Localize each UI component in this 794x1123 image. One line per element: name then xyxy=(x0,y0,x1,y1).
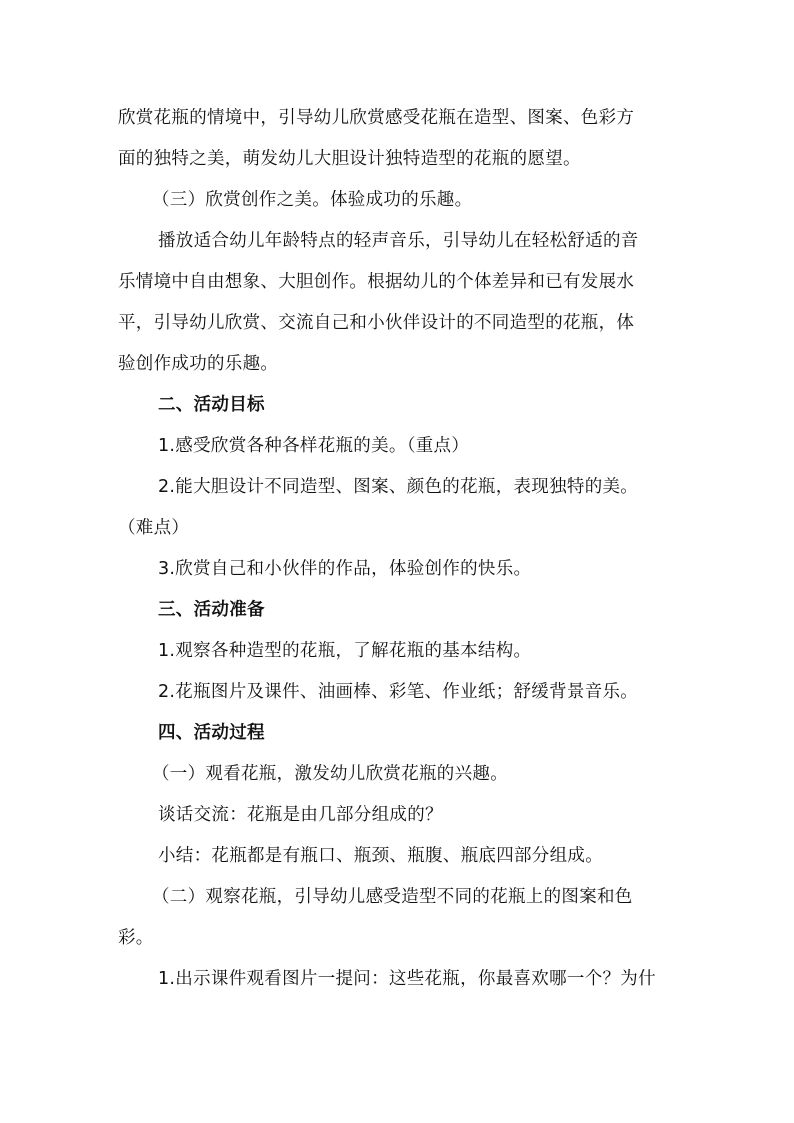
list-item-continuation: （难点） xyxy=(118,518,190,538)
paragraph-line: 验创作成功的乐趣。 xyxy=(118,354,279,374)
subsection-heading: （一）观看花瓶，激发幼儿欣赏花瓶的兴趣。 xyxy=(152,764,508,784)
paragraph-line: 乐情境中自由想象、大胆创作。根据幼儿的个体差异和已有发展水 xyxy=(118,272,635,292)
list-item: 1.感受欣赏各种各样花瓶的美。（重点） xyxy=(158,436,470,456)
paragraph-line: 平，引导幼儿欣赏、交流自己和小伙伴设计的不同造型的花瓶，体 xyxy=(118,313,635,333)
section-heading: 四、活动过程 xyxy=(158,723,265,743)
paragraph-line: 谈话交流：花瓶是由几部分组成的？ xyxy=(158,805,443,825)
subsection-heading: （三）欣赏创作之美。体验成功的乐趣。 xyxy=(152,190,473,210)
section-heading: 二、活动目标 xyxy=(158,395,265,415)
list-item: 1.观察各种造型的花瓶，了解花瓶的基本结构。 xyxy=(158,641,532,661)
paragraph-line: 欣赏花瓶的情境中，引导幼儿欣赏感受花瓶在造型、图案、色彩方 xyxy=(118,108,635,128)
list-item: 1.出示课件观看图片一提问：这些花瓶，你最喜欢哪一个？为什 xyxy=(158,969,656,989)
list-item: 2.花瓶图片及课件、油画棒、彩笔、作业纸；舒缓背景音乐。 xyxy=(158,682,639,702)
paragraph-line: 播放适合幼儿年龄特点的轻声音乐，引导幼儿在轻松舒适的音 xyxy=(158,231,639,251)
list-item: 2.能大胆设计不同造型、图案、颜色的花瓶，表现独特的美。 xyxy=(158,477,639,497)
section-heading: 三、活动准备 xyxy=(158,600,265,620)
paragraph-line: 小结：花瓶都是有瓶口、瓶颈、瓶腹、瓶底四部分组成。 xyxy=(158,846,603,866)
paragraph-line: 面的独特之美，萌发幼儿大胆设计独特造型的花瓶的愿望。 xyxy=(118,149,581,169)
list-item: 3.欣赏自己和小伙伴的作品，体验创作的快乐。 xyxy=(158,559,532,579)
subsection-heading-continuation: 彩。 xyxy=(118,928,154,948)
subsection-heading: （二）观察花瓶，引导幼儿感受造型不同的花瓶上的图案和色 xyxy=(152,887,633,907)
